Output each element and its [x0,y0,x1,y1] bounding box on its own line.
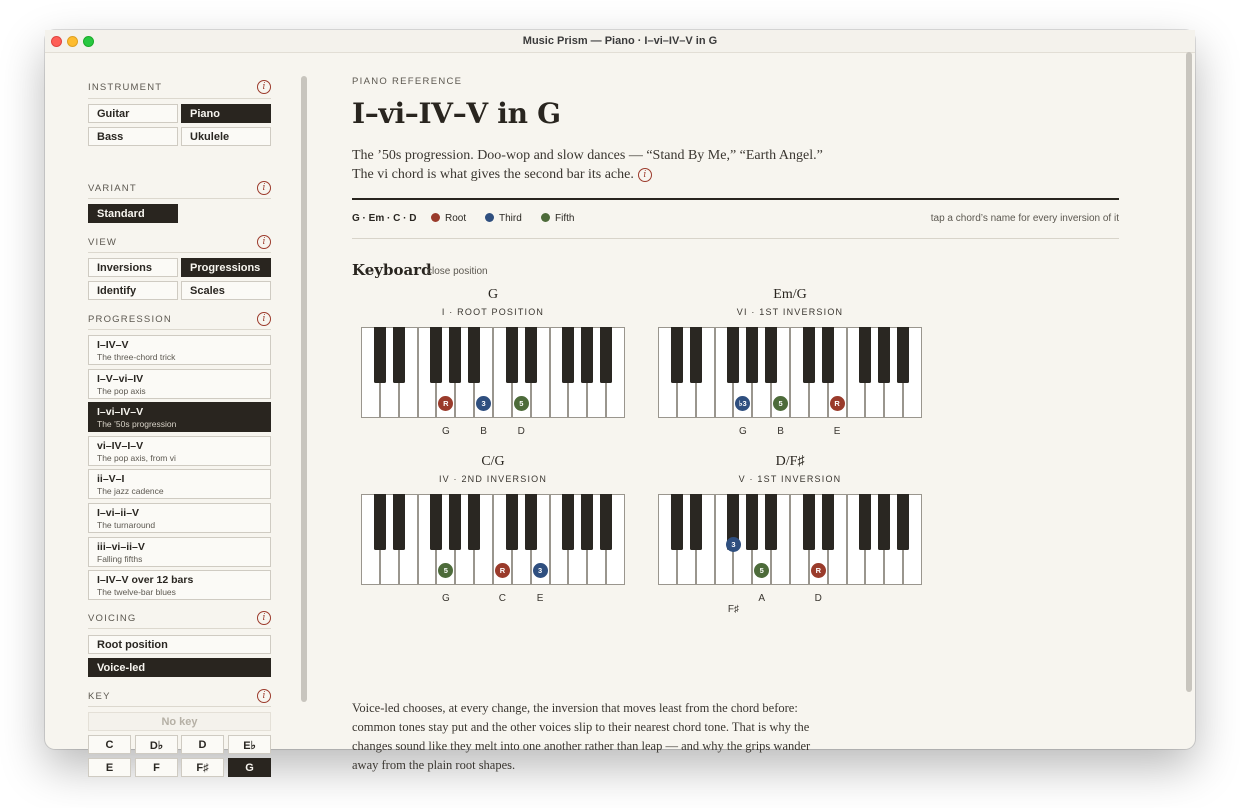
chord-name[interactable]: C/G [481,454,505,469]
note-name-label: F♯ [727,604,739,615]
view-option-scales[interactable]: Scales [181,281,271,300]
divider [88,329,271,330]
progression-item-subtitle: Falling fifths [97,554,143,564]
note-name-label: A [758,593,766,604]
instrument-info-icon[interactable]: i [257,80,271,94]
progression-item-name: I–IV–V [97,339,129,351]
black-key[interactable] [393,327,405,383]
title-bar [45,30,1195,53]
note-name-label: G [441,593,450,604]
sidebar [45,53,300,774]
black-key[interactable] [803,494,815,550]
piano-keyboard [658,327,922,418]
divider [352,238,1119,239]
instrument-option-guitar[interactable]: Guitar [88,104,178,123]
black-key[interactable] [449,327,461,383]
black-key[interactable] [671,494,683,550]
black-key[interactable] [897,327,909,383]
fifth-marker: 5 [773,396,788,411]
piano-keyboard [361,327,625,418]
description-info-icon[interactable]: i [638,168,652,182]
progression-section-header [88,313,271,327]
black-key[interactable] [430,494,442,550]
progression-info-icon[interactable]: i [257,312,271,326]
legend-third-label: Third [499,213,522,224]
chord-role: IV · 2ND INVERSION [438,474,548,484]
black-key[interactable] [468,327,480,383]
view-option-progressions[interactable]: Progressions [181,258,271,277]
black-key[interactable] [581,494,593,550]
fifth-dot-icon [541,213,550,222]
keyboard-section-title: Keyboard [352,261,432,279]
black-key[interactable] [581,327,593,383]
black-key[interactable] [506,327,518,383]
voicing-section-header [88,612,271,626]
note-name-label: C [498,593,507,604]
black-key[interactable] [727,327,739,383]
black-key[interactable] [600,327,612,383]
progression-item[interactable] [88,570,271,600]
key-option-d[interactable]: D [181,735,224,754]
progression-item-subtitle: The pop axis, from vi [97,453,176,463]
third-marker: 3 [476,396,491,411]
view-info-icon[interactable]: i [257,235,271,249]
chord-name[interactable]: G [487,287,499,302]
page-description [352,146,872,184]
black-key[interactable] [671,327,683,383]
page-kicker: PIANO REFERENCE [352,76,463,87]
key-section-header [88,690,271,704]
root-marker: R [438,396,453,411]
fifth-marker: 5 [754,563,769,578]
progression-item-name: I–IV–V over 12 bars [97,574,194,586]
third-marker: 3 [726,537,741,552]
black-key[interactable] [449,494,461,550]
black-key[interactable] [765,327,777,383]
variant-label: VARIANT [88,183,137,194]
description-line-2: The vi chord is what gives the second bar its ache. [352,167,634,182]
black-key[interactable] [746,494,758,550]
black-key[interactable] [562,327,574,383]
legend-root [431,213,466,224]
black-key[interactable] [430,327,442,383]
variant-section-header [88,182,271,196]
variant-option-standard[interactable]: Standard [88,204,178,223]
black-key[interactable] [859,494,871,550]
key-option-f[interactable]: F [135,758,178,777]
progression-item-subtitle: The jazz cadence [97,486,164,496]
black-key[interactable] [822,494,834,550]
key-label: KEY [88,691,111,702]
black-key[interactable] [859,327,871,383]
progression-label: PROGRESSION [88,314,172,325]
progression-item-subtitle: The twelve-bar blues [97,587,176,597]
progression-item[interactable] [88,436,271,466]
key-info-icon[interactable]: i [257,689,271,703]
key-option-e-flat[interactable]: E♭ [228,735,271,754]
piano-keyboard [361,494,625,585]
app-window [45,30,1195,774]
black-key[interactable] [897,494,909,550]
description-line-1: The ’50s progression. Doo-wop and slow dances — “Stand By Me,” “Earth Angel.” [352,148,823,163]
note-name-label: E [536,593,544,604]
black-key[interactable] [600,494,612,550]
black-key[interactable] [746,327,758,383]
fifth-marker: 5 [514,396,529,411]
legend-root-label: Root [445,213,467,224]
instrument-section-header [88,81,271,95]
black-key[interactable] [525,327,537,383]
key-option-e[interactable]: E [88,758,131,777]
progression-item-subtitle: The turnaround [97,520,156,530]
legend-third [485,213,522,224]
progression-item-name: I–vi–ii–V [97,507,140,519]
progression-item[interactable] [88,369,271,399]
legend-fifth [541,213,574,224]
divider [88,198,271,199]
note-name-label: E [833,426,841,437]
black-key[interactable] [374,327,386,383]
root-marker: R [811,563,826,578]
main-content [352,53,1172,772]
root-dot-icon [431,213,440,222]
progression-item-name: I–V–vi–IV [97,373,144,385]
progression-item-name: vi–IV–I–V [97,440,144,452]
note-name-label: B [480,426,487,437]
note-name-label: G [738,426,747,437]
root-marker: R [495,563,510,578]
voicing-label: VOICING [88,613,137,624]
black-key[interactable] [562,494,574,550]
page-title: I–vi–IV–V in G [352,97,561,130]
instrument-option-ukulele[interactable]: Ukulele [181,127,271,146]
third-dot-icon [485,213,494,222]
chord-role: I · ROOT POSITION [441,307,545,317]
black-key[interactable] [803,327,815,383]
chord-name[interactable]: Em/G [773,287,807,302]
view-section-header [88,236,271,250]
main-scrollbar[interactable] [1186,52,1192,692]
black-key[interactable] [393,494,405,550]
chord-name[interactable]: D/F♯ [775,454,805,469]
key-option-none[interactable]: No key [88,712,271,731]
divider [352,198,1119,200]
piano-keyboard [658,494,922,585]
sidebar-scrollbar[interactable] [301,76,307,702]
black-key[interactable] [765,494,777,550]
chord-diagram [361,287,625,447]
black-key[interactable] [468,494,480,550]
key-option-g[interactable]: G [228,758,271,777]
black-key[interactable] [525,494,537,550]
chord-diagram [658,454,922,614]
root-marker: R [830,396,845,411]
chord-diagram [361,454,625,614]
view-label: VIEW [88,237,118,248]
voice-leading-explanation: Voice-led chooses, at every change, the inversion that moves least from the chord before: common tones stay put and the other voices slip to their nearest chord tone. That is why the changes sound like they melt into one another rather than leap — and why the grips wander away from the plain root shapes. [352,701,811,772]
instrument-option-bass[interactable]: Bass [88,127,178,146]
divider [88,252,271,253]
progression-item-name: I–vi–IV–V [97,406,144,418]
black-key[interactable] [690,494,702,550]
window-title: Music Prism — Piano · I–vi–IV–V in G [522,35,718,47]
legend-chord-list: G · Em · C · D [352,213,417,224]
voicing-option-voice-led[interactable]: Voice-led [88,658,271,677]
progression-item-subtitle: The three-chord trick [97,352,176,362]
note-name-label: D [517,426,525,437]
progression-item[interactable] [88,537,271,567]
third-marker: ♭3 [735,396,750,411]
note-name-label: D [814,593,822,604]
progression-item-subtitle: The pop axis [97,386,146,396]
progression-item-name: ii–V–I [97,473,125,485]
chord-role: V · 1ST INVERSION [738,474,842,484]
black-key[interactable] [878,327,890,383]
black-key[interactable] [690,327,702,383]
variant-info-icon[interactable]: i [257,181,271,195]
progression-item[interactable] [88,335,271,365]
chord-role: VI · 1ST INVERSION [736,307,844,317]
progression-item[interactable] [88,469,271,499]
black-key[interactable] [822,327,834,383]
note-name-label: G [441,426,450,437]
black-key[interactable] [374,494,386,550]
progression-item-selected[interactable] [88,402,271,432]
progression-item-name: iii–vi–ii–V [97,541,145,553]
progression-item-subtitle: The ’50s progression [97,419,177,429]
view-option-identify[interactable]: Identify [88,281,178,300]
key-option-d-flat[interactable]: D♭ [135,735,178,754]
legend-hint: tap a chord’s name for every inversion of it [930,213,1119,224]
divider [88,98,271,99]
legend-fifth-label: Fifth [555,213,575,224]
key-option-f-sharp[interactable]: F♯ [181,758,224,777]
progression-item[interactable] [88,503,271,533]
divider [88,706,271,707]
chord-diagram [658,287,922,447]
divider [88,628,271,629]
instrument-option-piano[interactable]: Piano [181,104,271,123]
fifth-marker: 5 [438,563,453,578]
black-key[interactable] [878,494,890,550]
view-option-inversions[interactable]: Inversions [88,258,178,277]
black-key[interactable] [506,494,518,550]
key-option-c[interactable]: C [88,735,131,754]
voicing-option-root-position[interactable]: Root position [88,635,271,654]
third-marker: 3 [533,563,548,578]
voicing-info-icon[interactable]: i [257,611,271,625]
keyboard-section-subtitle: close position [427,266,488,277]
instrument-label: INSTRUMENT [88,82,163,93]
note-name-label: B [777,426,784,437]
